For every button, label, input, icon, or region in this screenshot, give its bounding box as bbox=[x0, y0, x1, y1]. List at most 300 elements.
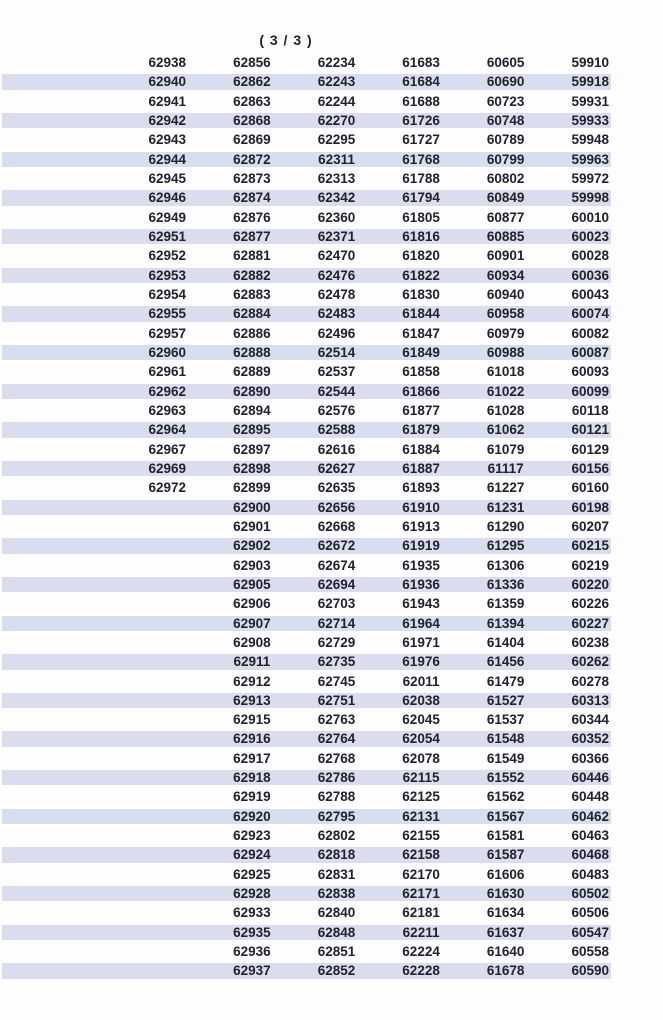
number-cell: 62544 bbox=[317, 383, 356, 399]
table-row bbox=[2, 749, 611, 768]
number-cell: 61295 bbox=[486, 538, 525, 554]
number-cell bbox=[125, 942, 210, 961]
number-rows bbox=[2, 53, 611, 981]
number-cell: 62768 bbox=[317, 750, 356, 766]
table-row bbox=[2, 575, 611, 594]
number-cell: 62967 bbox=[148, 441, 187, 457]
number-cell: 62961 bbox=[148, 364, 187, 380]
number-cell: 61805 bbox=[402, 209, 440, 225]
number-cell: 62313 bbox=[317, 170, 356, 186]
number-cell bbox=[125, 594, 210, 613]
number-cell: 61606 bbox=[486, 866, 525, 882]
table-row bbox=[2, 865, 611, 884]
number-cell: 60207 bbox=[571, 518, 610, 534]
number-cell: 61336 bbox=[486, 576, 525, 592]
number-cell bbox=[125, 845, 210, 864]
number-cell: 61893 bbox=[402, 480, 440, 496]
number-cell: 62848 bbox=[317, 924, 356, 940]
number-cell bbox=[125, 691, 210, 710]
number-cell: 60748 bbox=[486, 112, 525, 128]
number-cell: 62889 bbox=[233, 364, 271, 380]
table-row bbox=[2, 961, 611, 980]
number-cell: 62894 bbox=[233, 402, 271, 418]
number-cell: 62902 bbox=[233, 538, 271, 554]
number-cell: 61858 bbox=[402, 364, 440, 380]
number-cell: 62795 bbox=[317, 808, 356, 824]
table-row bbox=[2, 614, 611, 633]
table-row-inner bbox=[125, 923, 611, 942]
table-row-inner bbox=[125, 942, 611, 961]
number-cell: 62054 bbox=[402, 731, 440, 747]
table-row-inner bbox=[125, 768, 611, 787]
number-cell: 61726 bbox=[402, 112, 440, 128]
table-row bbox=[2, 343, 611, 362]
number-cell: 62211 bbox=[402, 924, 440, 940]
number-cell: 62868 bbox=[233, 112, 271, 128]
number-cell bbox=[125, 903, 210, 922]
number-cell: 62672 bbox=[317, 538, 356, 554]
table-row bbox=[2, 150, 611, 169]
number-cell: 61849 bbox=[402, 344, 440, 360]
number-cell: 62908 bbox=[233, 634, 271, 650]
table-row bbox=[2, 459, 611, 478]
number-cell: 60215 bbox=[571, 538, 610, 554]
number-cell: 62951 bbox=[148, 228, 187, 244]
number-cell: 62295 bbox=[317, 132, 356, 148]
number-cell: 60483 bbox=[571, 866, 610, 882]
number-cell: 60313 bbox=[571, 692, 610, 708]
table-row-inner bbox=[125, 266, 611, 285]
number-cell: 62941 bbox=[148, 93, 187, 109]
table-row bbox=[2, 440, 611, 459]
number-cell: 62045 bbox=[402, 712, 440, 728]
table-row-inner bbox=[125, 459, 611, 478]
number-cell: 60448 bbox=[571, 789, 610, 805]
number-cell bbox=[125, 826, 210, 845]
number-cell: 61552 bbox=[486, 770, 525, 786]
table-row-inner bbox=[125, 169, 611, 188]
number-cell: 61549 bbox=[486, 750, 525, 766]
number-cell: 61587 bbox=[486, 847, 525, 863]
table-row-inner bbox=[125, 787, 611, 806]
number-cell: 62838 bbox=[317, 886, 356, 902]
number-cell: 62786 bbox=[317, 770, 356, 786]
number-cell: 62912 bbox=[233, 673, 271, 689]
number-cell: 62125 bbox=[402, 789, 440, 805]
table-row bbox=[2, 227, 611, 246]
number-cell: 62881 bbox=[233, 248, 271, 264]
number-cell: 61306 bbox=[486, 557, 525, 573]
number-cell bbox=[125, 787, 210, 806]
table-row-inner bbox=[125, 884, 611, 903]
table-row bbox=[2, 53, 611, 72]
number-cell: 62588 bbox=[317, 422, 356, 438]
number-cell: 60558 bbox=[571, 944, 610, 960]
number-cell: 62923 bbox=[233, 828, 271, 844]
number-cell: 60462 bbox=[571, 808, 610, 824]
number-cell: 61456 bbox=[486, 654, 525, 670]
number-cell: 62907 bbox=[233, 615, 271, 631]
table-row-inner bbox=[125, 691, 611, 710]
number-cell: 62872 bbox=[233, 151, 271, 167]
number-cell: 61634 bbox=[486, 905, 525, 921]
table-row bbox=[2, 517, 611, 536]
number-cell: 62851 bbox=[317, 944, 356, 960]
number-cell: 62903 bbox=[233, 557, 271, 573]
number-cell: 61768 bbox=[402, 151, 440, 167]
number-cell: 60690 bbox=[486, 74, 525, 90]
number-cell: 60023 bbox=[571, 228, 610, 244]
number-cell: 62751 bbox=[317, 692, 356, 708]
table-row-inner bbox=[125, 633, 611, 652]
table-row bbox=[2, 420, 611, 439]
number-cell: 62537 bbox=[317, 364, 356, 380]
number-cell: 62963 bbox=[148, 402, 187, 418]
table-row bbox=[2, 92, 611, 111]
number-cell bbox=[125, 807, 210, 826]
number-cell: 62933 bbox=[233, 905, 271, 921]
number-cell: 61884 bbox=[402, 441, 440, 457]
number-cell: 62946 bbox=[148, 190, 187, 206]
number-cell: 60099 bbox=[571, 383, 610, 399]
number-cell: 62576 bbox=[317, 402, 356, 418]
number-cell bbox=[125, 961, 210, 980]
table-row-inner bbox=[125, 382, 611, 401]
number-cell: 62764 bbox=[317, 731, 356, 747]
number-cell: 62011 bbox=[402, 673, 440, 689]
number-cell: 62788 bbox=[317, 789, 356, 805]
table-row-inner bbox=[125, 865, 611, 884]
number-cell: 62668 bbox=[317, 518, 356, 534]
number-cell: 62228 bbox=[402, 963, 440, 979]
number-cell: 62942 bbox=[148, 112, 187, 128]
number-cell: 61844 bbox=[402, 306, 440, 322]
table-row-inner bbox=[125, 903, 611, 922]
table-row bbox=[2, 285, 611, 304]
table-row-inner bbox=[125, 362, 611, 381]
number-cell: 60352 bbox=[571, 731, 610, 747]
number-cell: 62918 bbox=[233, 770, 271, 786]
number-cell: 60074 bbox=[571, 306, 610, 322]
number-cell: 59933 bbox=[571, 112, 610, 128]
table-row bbox=[2, 633, 611, 652]
number-cell: 62898 bbox=[233, 460, 271, 476]
table-row-inner bbox=[125, 53, 611, 72]
table-row bbox=[2, 208, 611, 227]
number-cell: 62943 bbox=[148, 132, 187, 148]
number-cell: 62916 bbox=[233, 731, 271, 747]
number-cell: 62818 bbox=[317, 847, 356, 863]
number-cell: 62955 bbox=[148, 306, 187, 322]
number-cell: 61640 bbox=[486, 944, 525, 960]
table-row-inner bbox=[125, 188, 611, 207]
number-cell: 61479 bbox=[486, 673, 525, 689]
number-cell: 60278 bbox=[571, 673, 610, 689]
table-row-inner bbox=[125, 246, 611, 265]
table-row-inner bbox=[125, 130, 611, 149]
number-cell: 62244 bbox=[317, 93, 356, 109]
number-cell: 62627 bbox=[317, 460, 356, 476]
table-row-inner bbox=[125, 478, 611, 497]
table-row-inner bbox=[125, 401, 611, 420]
number-cell: 62876 bbox=[233, 209, 271, 225]
number-cell: 62158 bbox=[402, 847, 440, 863]
number-cell bbox=[125, 536, 210, 555]
number-cell: 61394 bbox=[486, 615, 525, 631]
number-cell: 60849 bbox=[486, 190, 525, 206]
number-cell: 61537 bbox=[486, 712, 525, 728]
table-row bbox=[2, 903, 611, 922]
number-cell: 62181 bbox=[402, 905, 440, 921]
number-cell: 62483 bbox=[317, 306, 356, 322]
number-cell: 61630 bbox=[486, 886, 525, 902]
number-cell: 62674 bbox=[317, 557, 356, 573]
number-cell: 62886 bbox=[233, 325, 271, 341]
number-cell: 62470 bbox=[317, 248, 356, 264]
number-cell: 62917 bbox=[233, 750, 271, 766]
number-cell: 61822 bbox=[402, 267, 440, 283]
number-cell: 61117 bbox=[487, 460, 524, 476]
number-cell: 62863 bbox=[233, 93, 271, 109]
number-cell: 61581 bbox=[486, 828, 525, 844]
number-cell: 62371 bbox=[317, 228, 356, 244]
number-cell: 62840 bbox=[317, 905, 356, 921]
number-cell: 62972 bbox=[148, 480, 187, 496]
number-cell: 61971 bbox=[402, 634, 440, 650]
table-row bbox=[2, 324, 611, 343]
table-row-inner bbox=[125, 575, 611, 594]
number-cell bbox=[125, 556, 210, 575]
number-cell: 62964 bbox=[148, 422, 187, 438]
number-cell: 60198 bbox=[571, 499, 610, 515]
table-row bbox=[2, 768, 611, 787]
number-cell: 60093 bbox=[571, 364, 610, 380]
table-row bbox=[2, 536, 611, 555]
number-cell: 59910 bbox=[571, 55, 610, 70]
table-row-inner bbox=[125, 92, 611, 111]
table-row-inner bbox=[125, 517, 611, 536]
table-row bbox=[2, 787, 611, 806]
number-cell: 60366 bbox=[571, 750, 610, 766]
table-row-inner bbox=[125, 845, 611, 864]
number-cell bbox=[125, 865, 210, 884]
table-row bbox=[2, 807, 611, 826]
number-cell: 59931 bbox=[571, 93, 610, 109]
number-cell: 61562 bbox=[486, 789, 525, 805]
number-cell: 60219 bbox=[571, 557, 610, 573]
table-row bbox=[2, 188, 611, 207]
number-cell: 62311 bbox=[318, 151, 355, 167]
number-cell: 62243 bbox=[317, 74, 356, 90]
number-cell: 62874 bbox=[233, 190, 271, 206]
number-cell: 60082 bbox=[571, 325, 610, 341]
table-row bbox=[2, 266, 611, 285]
number-cell: 62944 bbox=[148, 151, 187, 167]
number-cell: 62882 bbox=[233, 267, 271, 283]
number-cell: 62900 bbox=[233, 499, 271, 515]
number-cell: 61943 bbox=[402, 596, 440, 612]
number-cell: 61919 bbox=[402, 538, 440, 554]
table-row bbox=[2, 652, 611, 671]
number-cell: 62962 bbox=[148, 383, 187, 399]
table-row-inner bbox=[125, 710, 611, 729]
table-row bbox=[2, 304, 611, 323]
number-cell bbox=[125, 633, 210, 652]
number-cell: 60036 bbox=[571, 267, 610, 283]
table-row-inner bbox=[125, 111, 611, 130]
table-row-inner bbox=[125, 343, 611, 362]
number-cell: 62714 bbox=[317, 615, 356, 631]
number-cell: 62234 bbox=[317, 55, 356, 70]
number-cell: 61022 bbox=[486, 383, 525, 399]
number-cell: 62911 bbox=[233, 654, 271, 670]
page-indicator: ( 3 / 3 ) bbox=[259, 32, 313, 48]
table-row bbox=[2, 729, 611, 748]
number-cell: 61062 bbox=[486, 422, 525, 438]
number-cell: 61548 bbox=[486, 731, 525, 747]
number-cell bbox=[125, 710, 210, 729]
number-cell: 62856 bbox=[233, 55, 271, 70]
table-row bbox=[2, 382, 611, 401]
number-cell: 62852 bbox=[317, 963, 356, 979]
number-cell: 62171 bbox=[402, 886, 440, 902]
number-cell: 62877 bbox=[233, 228, 271, 244]
table-row bbox=[2, 246, 611, 265]
table-row bbox=[2, 498, 611, 517]
number-cell: 61935 bbox=[402, 557, 440, 573]
table-row-inner bbox=[125, 208, 611, 227]
number-cell: 62763 bbox=[317, 712, 356, 728]
table-row-inner bbox=[125, 749, 611, 768]
table-row-inner bbox=[125, 672, 611, 691]
number-cell: 62945 bbox=[148, 170, 187, 186]
number-cell bbox=[125, 729, 210, 748]
table-row bbox=[2, 691, 611, 710]
table-row-inner bbox=[125, 420, 611, 439]
number-cell: 62155 bbox=[402, 828, 440, 844]
number-cell: 61567 bbox=[486, 808, 525, 824]
number-cell: 60468 bbox=[571, 847, 610, 863]
table-row bbox=[2, 710, 611, 729]
number-cell: 60988 bbox=[486, 344, 525, 360]
number-cell: 60118 bbox=[571, 402, 609, 418]
number-cell: 62703 bbox=[317, 596, 356, 612]
number-cell bbox=[125, 884, 210, 903]
number-cell: 61847 bbox=[402, 325, 440, 341]
number-cell: 62360 bbox=[317, 209, 356, 225]
number-cell: 60940 bbox=[486, 286, 525, 302]
number-cell: 61830 bbox=[402, 286, 440, 302]
number-cell: 62953 bbox=[148, 267, 187, 283]
number-cell: 61877 bbox=[402, 402, 440, 418]
table-row-inner bbox=[125, 826, 611, 845]
number-cell: 61913 bbox=[402, 518, 440, 534]
number-cell: 61910 bbox=[402, 499, 440, 515]
number-cell: 60885 bbox=[486, 228, 525, 244]
number-cell: 61079 bbox=[486, 441, 525, 457]
table-row bbox=[2, 923, 611, 942]
number-cell bbox=[125, 923, 210, 942]
number-cell: 62954 bbox=[148, 286, 187, 302]
number-cell: 62635 bbox=[317, 480, 356, 496]
number-cell: 62925 bbox=[233, 866, 271, 882]
table-row-inner bbox=[125, 440, 611, 459]
number-cell: 60547 bbox=[571, 924, 610, 940]
number-cell: 59972 bbox=[571, 170, 610, 186]
table-row-inner bbox=[125, 324, 611, 343]
number-cell: 60877 bbox=[486, 209, 525, 225]
number-cell: 60463 bbox=[571, 828, 610, 844]
number-cell: 61727 bbox=[402, 132, 440, 148]
table-row bbox=[2, 672, 611, 691]
number-cell: 62270 bbox=[317, 112, 356, 128]
number-cell: 62342 bbox=[317, 190, 356, 206]
number-cell: 59918 bbox=[571, 74, 610, 90]
number-cell: 60979 bbox=[486, 325, 525, 341]
number-cell: 59963 bbox=[571, 151, 610, 167]
number-cell: 60446 bbox=[571, 770, 610, 786]
table-row-inner bbox=[125, 652, 611, 671]
number-cell: 60087 bbox=[571, 344, 610, 360]
table-row-inner bbox=[125, 807, 611, 826]
number-cell: 60605 bbox=[486, 55, 525, 70]
number-cell: 61527 bbox=[486, 692, 525, 708]
number-cell: 62940 bbox=[148, 74, 187, 90]
number-cell: 62897 bbox=[233, 441, 271, 457]
number-cell: 60789 bbox=[486, 132, 525, 148]
number-cell: 62936 bbox=[233, 944, 271, 960]
number-cell bbox=[125, 672, 210, 691]
number-cell: 60220 bbox=[571, 576, 610, 592]
number-cell: 60160 bbox=[571, 480, 610, 496]
number-cell: 62949 bbox=[148, 209, 187, 225]
number-cell: 62888 bbox=[233, 344, 271, 360]
number-cell: 61404 bbox=[486, 634, 525, 650]
number-cell: 59948 bbox=[571, 132, 610, 148]
table-row-inner bbox=[125, 150, 611, 169]
number-cell: 62496 bbox=[317, 325, 356, 341]
number-cell: 62514 bbox=[317, 344, 356, 360]
number-cell: 60958 bbox=[486, 306, 525, 322]
number-cell: 60901 bbox=[486, 248, 525, 264]
number-cell: 62170 bbox=[402, 866, 440, 882]
number-cell: 62729 bbox=[317, 634, 356, 650]
number-cell: 61820 bbox=[402, 248, 440, 264]
number-cell: 61678 bbox=[486, 963, 525, 979]
number-cell: 62745 bbox=[317, 673, 356, 689]
number-cell: 61788 bbox=[402, 170, 440, 186]
number-cell: 62928 bbox=[233, 886, 271, 902]
number-cell: 61018 bbox=[486, 364, 525, 380]
number-cell: 62915 bbox=[233, 712, 271, 728]
number-cell: 62476 bbox=[317, 267, 356, 283]
number-cell: 62131 bbox=[402, 808, 440, 824]
number-cell: 62831 bbox=[317, 866, 356, 882]
number-cell: 61816 bbox=[402, 228, 440, 244]
number-cell: 62895 bbox=[233, 422, 271, 438]
number-cell: 60590 bbox=[571, 963, 610, 979]
number-cell bbox=[125, 768, 210, 787]
number-cell: 60506 bbox=[571, 905, 610, 921]
table-row-inner bbox=[125, 961, 611, 980]
number-cell: 62969 bbox=[148, 460, 187, 476]
table-row bbox=[2, 845, 611, 864]
number-cell: 60723 bbox=[486, 93, 525, 109]
number-cell: 62478 bbox=[317, 286, 356, 302]
table-row bbox=[2, 826, 611, 845]
table-row-inner bbox=[125, 594, 611, 613]
number-cell: 59998 bbox=[571, 190, 610, 206]
